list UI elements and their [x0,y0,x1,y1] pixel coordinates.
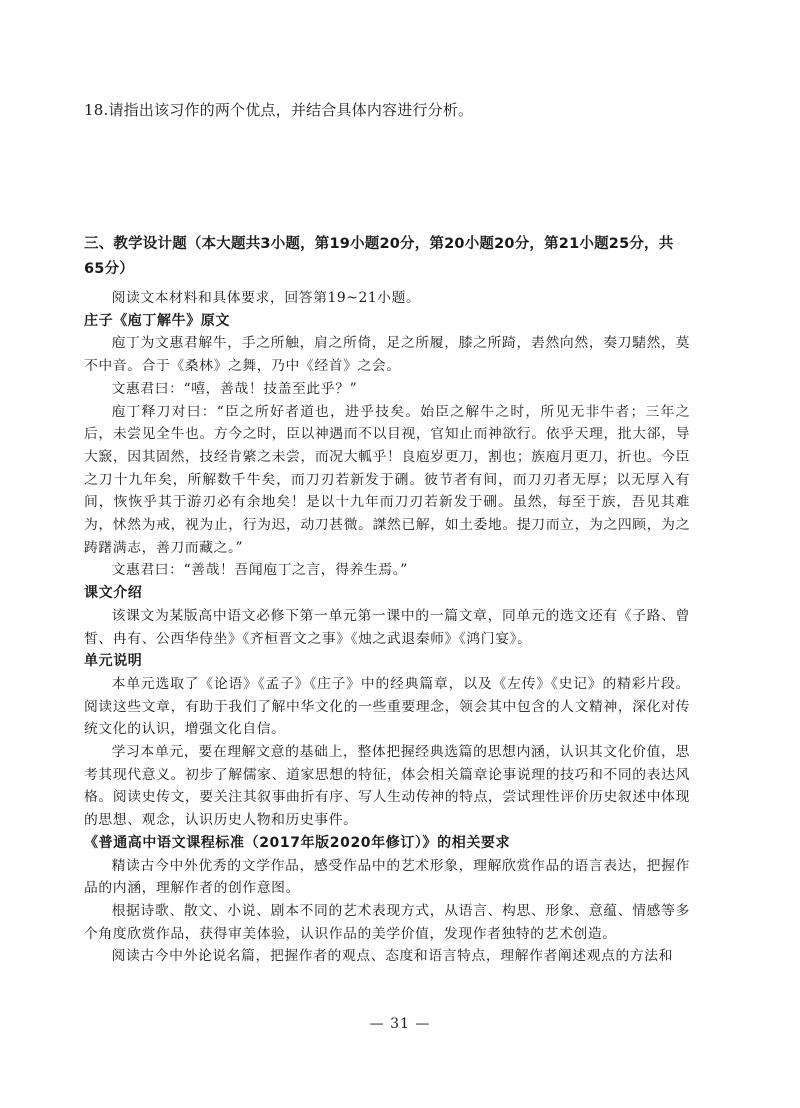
original-paragraph: 庖丁为文惠君解牛，手之所触，肩之所倚，足之所履，膝之所踦，砉然向然，奏刀騞然，莫不中音。合于《桑林》之舞，乃中《经首》之会。 [84,335,690,375]
question-18: 18.请指出该习作的两个优点，并结合具体内容进行分析。 [84,101,474,119]
lesson-intro-paragraph: 该课文为某版高中语文必修下第一单元第一课中的一篇文章，同单元的选文还有《子路、曾皙、冉有、公西华侍坐》《齐桓晋文之事》《烛之武退秦师》《鸿门宴》。 [84,607,690,647]
unit-note-heading: 单元说明 [84,653,143,670]
lesson-intro-heading: 课文介绍 [84,585,143,602]
unit-note-paragraph: 本单元选取了《论语》《孟子》《庄子》中的经典篇章，以及《左传》《史记》的精彩片段。阅读这些文章，有助于我们了解中华文化的一些重要理念，领会其中包含的人文精神，深化对传统文化的认识，增强文化自信。 [84,675,690,738]
intro-instruction: 阅读文本材料和具体要求，回答第19~21小题。 [111,290,421,306]
reading-material [84,287,690,968]
original-paragraph: 庖丁释刀对曰：“臣之所好者道也，进乎技矣。始臣之解牛之时，所见无非牛者；三年之后，未尝见全牛也。方今之时，臣以神遇而不以目视，官知止而神欲行。依乎天理，批大郤，导大窾，因其固然，技经肯綮之未尝，而况大軱乎！良庖岁更刀，割也；族庖月更刀，折也。今臣之刀十九年矣，所解数千牛矣，而刀刃若新发于硎。彼节者有间，而刀刃者无厚；以无厚入有间，恢恢乎其于游刃必有余地矣！是以十九年而刀刃若新发于硎。虽然，每至于族，吾见其难为，怵然为戒，视为止，行为迟，动刀甚微。謋然已解，如土委地。提刀而立，为之四顾，为之踌躇满志，善刀而藏之。” [84,403,690,556]
page-number: — 31 — [369,1016,431,1032]
original-paragraph: 文惠君曰：“善哉！吾闻庖丁之言，得养生焉。” [111,562,408,579]
unit-note-paragraph: 学习本单元，要在理解文意的基础上，整体把握经典选篇的思想内涵，认识其文化价值，思考其现代意义。初步了解儒家、道家思想的特征，体会相关篇章论事说理的技巧和不同的表达风格。阅读史传文，要关注其叙事曲折有序、写人生动传神的特点，尝试理性评价历史叙述中体现的思想、观念，认识历史人物和历史事件。 [84,744,690,829]
standard-paragraph: 根据诗歌、散文、小说、剧本不同的艺术表现方式，从语言、构思、形象、意蕴、情感等多个角度欣赏作品，获得审美体验，认识作品的美学价值，发现作者独特的艺术创造。 [84,902,690,942]
original-paragraph: 文惠君曰：“嘻，善哉！技盖至此乎？” [111,380,358,397]
standard-paragraph: 阅读古今中外论说名篇，把握作者的观点、态度和语言特点，理解作者阐述观点的方法和 [111,948,674,965]
standard-paragraph: 精读古今中外优秀的文学作品，感受作品中的艺术形象，理解欣赏作品的语言表达，把握作品的内涵，理解作者的创作意图。 [84,857,690,897]
section-3-heading: 三、教学设计题（本大题共3小题，第19小题20分，第20小题20分，第21小题25分，共65分） [84,236,674,277]
original-text-heading: 庄子《庖丁解牛》原文 [84,312,230,329]
standard-heading: 《普通高中语文课程标准（2017年版2020年修订）》的相关要求 [84,834,511,851]
